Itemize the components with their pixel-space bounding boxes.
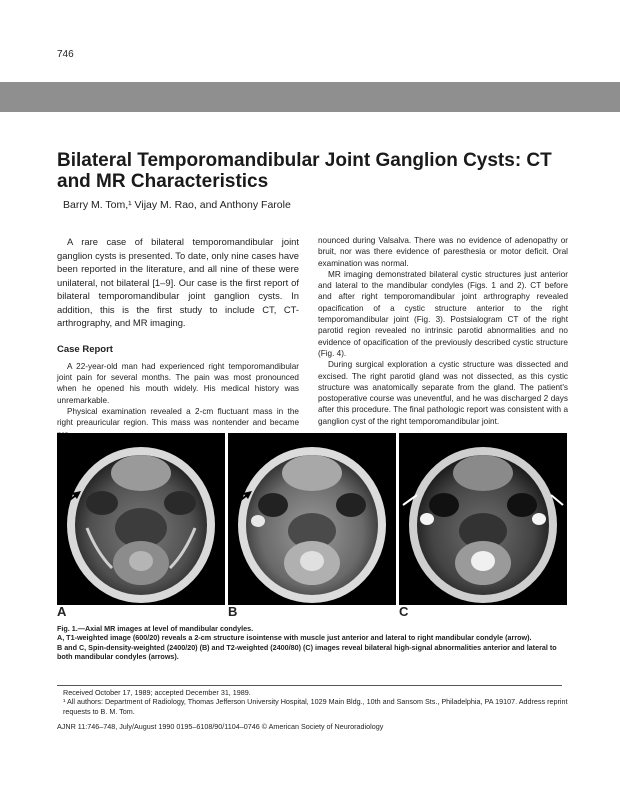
- figure-arrows: [57, 433, 567, 605]
- panel-label-a: A: [57, 604, 67, 619]
- footnotes: [63, 688, 573, 716]
- left-column: [57, 235, 299, 440]
- footnote-divider: [57, 685, 562, 686]
- page-number: 746: [57, 49, 74, 60]
- article-title: Bilateral Temporomandibular Joint Ganglion Cysts: CT and MR Characteristics: [57, 150, 552, 192]
- caption-a: A, T1-weighted image (600/20) reveals a 2-cm structure isointense with muscle just anterior and lateral to right mandibular condyle (arrow).: [57, 633, 532, 643]
- affiliation-note: ¹ All authors: Department of Radiology, Thomas Jefferson University Hospital, 1029 Main Bldg., 10th and Sansom Sts., Philadelphia, PA 19107. Address reprint requests to B. M. Tom.: [63, 697, 568, 716]
- body-paragraph: nounced during Valsalva. There was no evidence of adenopathy or bruit, nor was there evidence of paresthesia or motor deficit. Oral examination was normal.: [318, 236, 568, 268]
- panel-label-b: B: [228, 604, 238, 619]
- case-report-heading: Case Report: [57, 343, 113, 355]
- received-note: Received October 17, 1989; accepted December 31, 1989.: [63, 688, 251, 697]
- arrow-icon: [63, 491, 81, 505]
- panel-label-c: C: [399, 604, 409, 619]
- case-paragraph: Physical examination revealed a 2-cm fluctuant mass in the right preauricular region. This mass was nontender and became: [57, 406, 299, 428]
- arrow-icon: [403, 495, 563, 505]
- journal-citation: AJNR 11:746–748, July/August 1990 0195–6108/90/1104–0746 © American Society of Neuroradiology: [57, 722, 384, 731]
- case-paragraph: A 22-year-old man had experienced right temporomandibular joint pain for several months. The pain was most pronounced when he opened his mouth widely. His medical history was unremarkable.: [57, 361, 299, 405]
- caption-title: Fig. 1.—Axial MR images at level of mandibular condyles.: [57, 624, 254, 633]
- header-band: [0, 82, 620, 112]
- figure-caption: [57, 624, 567, 662]
- caption-bc: B and C, Spin-density-weighted (2400/20) (B) and T2-weighted (2400/80) (C) images reveal bilateral high-signal abnormalities anterior and lateral to both mandibular condyles (arrows).: [57, 642, 557, 662]
- abstract-paragraph: A rare case of bilateral temporomandibular joint ganglion cysts is presented. To date, only nine cases have been reported in the literature, and all nine of these were unilateral, not bilateral [1–9]. Our case is the first report of bilateral temporomandibular joint ganglion cysts. In addition, this is the first study to include CT, CT-arthrography, and MR imaging.: [57, 236, 299, 328]
- arrow-icon: [234, 491, 252, 505]
- body-paragraph: During surgical exploration a cystic structure was dissected and excised. The right parotid gland was not dissected, as this cystic structure was anatomically separate from the gland. The patient's postoperative course was uneventful, and he was discharged 2 days after this procedure. The final pathologic report was consistent with a ganglion cyst of the right temporomandibular joint.: [318, 360, 568, 426]
- right-column: [318, 235, 568, 427]
- authors-line: Barry M. Tom,¹ Vijay M. Rao, and Anthony Farole: [63, 199, 291, 211]
- body-paragraph: MR imaging demonstrated bilateral cystic structures just anterior and lateral to the mandibular condyles (Figs. 1 and 2). CT before and after right temporomandibular joint arthrography revealed opacification of a cystic structure anterior to the right temporomandibular joint (Fig. 3). Postsialogram CT of the right parotid region revealed no intrinsic parotid abnormalities and no evidence of opacification of the previously described cystic structure (Fig. 4).: [318, 269, 568, 358]
